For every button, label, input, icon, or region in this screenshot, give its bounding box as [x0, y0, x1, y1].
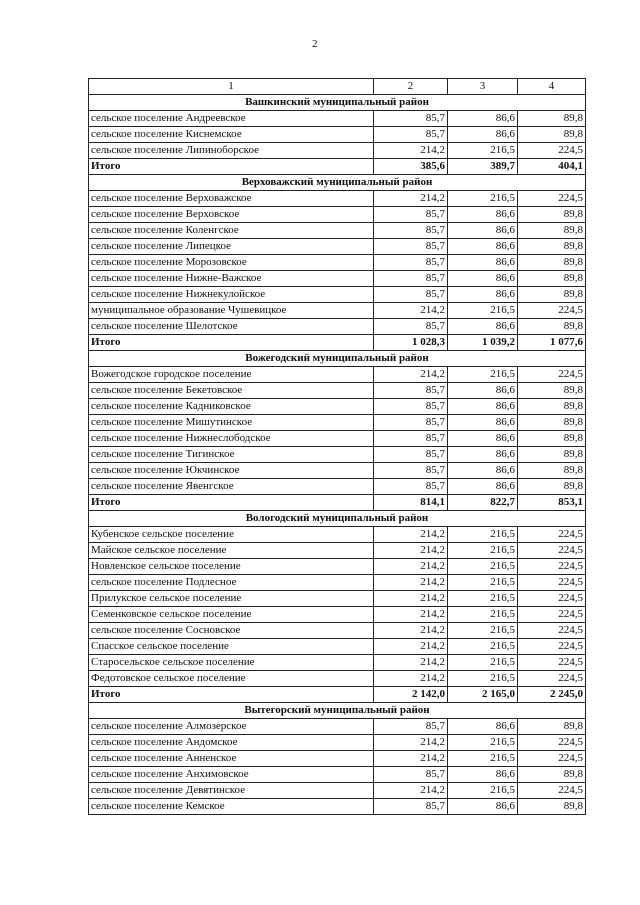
column-number-row [89, 79, 586, 95]
value-col-3: 86,6 [448, 479, 518, 495]
value-col-2: 85,7 [374, 207, 448, 223]
value-col-2: 85,7 [374, 255, 448, 271]
table-row [89, 367, 586, 383]
district-header-row [89, 511, 586, 527]
settlement-name: сельское поселение Коленгское [89, 223, 374, 239]
district-title: Вожегодский муниципальный район [89, 351, 586, 367]
total-row [89, 335, 586, 351]
table-row [89, 767, 586, 783]
value-col-4: 89,8 [518, 287, 586, 303]
total-row [89, 159, 586, 175]
value-col-2: 85,7 [374, 319, 448, 335]
value-col-2: 214,2 [374, 655, 448, 671]
value-col-2: 214,2 [374, 575, 448, 591]
value-col-2: 214,2 [374, 143, 448, 159]
value-col-3: 86,6 [448, 319, 518, 335]
value-col-4: 224,5 [518, 639, 586, 655]
column-header: 1 [89, 79, 374, 95]
total-col-4: 853,1 [518, 495, 586, 511]
value-col-3: 86,6 [448, 223, 518, 239]
settlement-name: Старосельское сельское поселение [89, 655, 374, 671]
table-row [89, 639, 586, 655]
value-col-4: 224,5 [518, 591, 586, 607]
value-col-2: 214,2 [374, 527, 448, 543]
table-row [89, 591, 586, 607]
value-col-2: 85,7 [374, 479, 448, 495]
table-row [89, 655, 586, 671]
value-col-3: 86,6 [448, 799, 518, 815]
value-col-2: 85,7 [374, 767, 448, 783]
value-col-4: 89,8 [518, 255, 586, 271]
table-row [89, 783, 586, 799]
total-col-3: 389,7 [448, 159, 518, 175]
total-label: Итого [89, 495, 374, 511]
settlement-name: сельское поселение Подлесное [89, 575, 374, 591]
value-col-2: 85,7 [374, 463, 448, 479]
settlement-name: сельское поселение Верховское [89, 207, 374, 223]
district-header-row [89, 175, 586, 191]
settlement-name: Семенковское сельское поселение [89, 607, 374, 623]
table-row [89, 575, 586, 591]
value-col-3: 86,6 [448, 207, 518, 223]
district-header-row [89, 351, 586, 367]
district-title: Вашкинский муниципальный район [89, 95, 586, 111]
settlement-name: сельское поселение Морозовское [89, 255, 374, 271]
value-col-3: 86,6 [448, 239, 518, 255]
value-col-3: 86,6 [448, 383, 518, 399]
table-row [89, 415, 586, 431]
district-title: Вытегорский муниципальный район [89, 703, 586, 719]
table-row [89, 559, 586, 575]
value-col-4: 89,8 [518, 111, 586, 127]
table-row [89, 543, 586, 559]
table-row [89, 751, 586, 767]
value-col-4: 89,8 [518, 415, 586, 431]
table-row [89, 431, 586, 447]
value-col-2: 85,7 [374, 415, 448, 431]
value-col-3: 86,6 [448, 111, 518, 127]
table-row [89, 447, 586, 463]
total-row [89, 687, 586, 703]
table-row [89, 271, 586, 287]
value-col-4: 89,8 [518, 127, 586, 143]
table-row [89, 799, 586, 815]
value-col-2: 85,7 [374, 719, 448, 735]
district-header-row [89, 95, 586, 111]
settlement-name: сельское поселение Алмозерское [89, 719, 374, 735]
value-col-3: 216,5 [448, 303, 518, 319]
value-col-2: 85,7 [374, 287, 448, 303]
value-col-4: 89,8 [518, 239, 586, 255]
value-col-4: 224,5 [518, 607, 586, 623]
settlement-name: сельское поселение Тигинское [89, 447, 374, 463]
value-col-4: 89,8 [518, 767, 586, 783]
value-col-3: 86,6 [448, 271, 518, 287]
value-col-4: 224,5 [518, 559, 586, 575]
value-col-2: 214,2 [374, 303, 448, 319]
settlement-name: сельское поселение Сосновское [89, 623, 374, 639]
value-col-3: 86,6 [448, 447, 518, 463]
total-col-2: 814,1 [374, 495, 448, 511]
value-col-4: 89,8 [518, 799, 586, 815]
value-col-2: 214,2 [374, 623, 448, 639]
value-col-3: 216,5 [448, 671, 518, 687]
table-row [89, 623, 586, 639]
settlement-name: Кубенское сельское поселение [89, 527, 374, 543]
settlement-name: сельское поселение Верховажское [89, 191, 374, 207]
total-col-2: 2 142,0 [374, 687, 448, 703]
value-col-4: 89,8 [518, 271, 586, 287]
settlement-name: муниципальное образование Чушевицкое [89, 303, 374, 319]
value-col-2: 85,7 [374, 799, 448, 815]
settlement-name: сельское поселение Анхимовское [89, 767, 374, 783]
value-col-3: 216,5 [448, 527, 518, 543]
value-col-4: 224,5 [518, 191, 586, 207]
table-row [89, 399, 586, 415]
value-col-2: 85,7 [374, 127, 448, 143]
value-col-4: 224,5 [518, 143, 586, 159]
value-col-2: 85,7 [374, 447, 448, 463]
table-row [89, 207, 586, 223]
value-col-3: 86,6 [448, 431, 518, 447]
table-row [89, 239, 586, 255]
value-col-3: 216,5 [448, 143, 518, 159]
page-number: 2 [312, 38, 318, 50]
value-col-3: 216,5 [448, 639, 518, 655]
table-row [89, 383, 586, 399]
value-col-2: 214,2 [374, 671, 448, 687]
table-row [89, 255, 586, 271]
total-col-2: 385,6 [374, 159, 448, 175]
table-row [89, 111, 586, 127]
value-col-2: 214,2 [374, 591, 448, 607]
value-col-4: 224,5 [518, 655, 586, 671]
value-col-3: 216,5 [448, 367, 518, 383]
settlement-name: Прилукское сельское поселение [89, 591, 374, 607]
table-row [89, 127, 586, 143]
total-row [89, 495, 586, 511]
value-col-3: 216,5 [448, 543, 518, 559]
value-col-4: 89,8 [518, 479, 586, 495]
settlement-name: сельское поселение Кадниковское [89, 399, 374, 415]
settlement-name: сельское поселение Нижнеслободское [89, 431, 374, 447]
value-col-2: 214,2 [374, 559, 448, 575]
value-col-2: 85,7 [374, 383, 448, 399]
settlement-name: сельское поселение Мишутинское [89, 415, 374, 431]
settlement-name: сельское поселение Явенгское [89, 479, 374, 495]
settlement-name: Майское сельское поселение [89, 543, 374, 559]
total-label: Итого [89, 687, 374, 703]
value-col-4: 224,5 [518, 623, 586, 639]
settlement-name: сельское поселение Липецкое [89, 239, 374, 255]
value-col-3: 86,6 [448, 463, 518, 479]
value-col-2: 214,2 [374, 607, 448, 623]
settlement-name: Федотовское сельское поселение [89, 671, 374, 687]
district-header-row [89, 703, 586, 719]
value-col-4: 224,5 [518, 735, 586, 751]
table-row [89, 719, 586, 735]
value-col-2: 85,7 [374, 111, 448, 127]
table-row [89, 287, 586, 303]
value-col-4: 224,5 [518, 575, 586, 591]
value-col-2: 214,2 [374, 367, 448, 383]
value-col-4: 89,8 [518, 447, 586, 463]
settlement-name: сельское поселение Нижнекулойское [89, 287, 374, 303]
table-row [89, 303, 586, 319]
value-col-2: 214,2 [374, 735, 448, 751]
value-col-3: 216,5 [448, 559, 518, 575]
value-col-2: 214,2 [374, 543, 448, 559]
settlement-name: сельское поселение Анненское [89, 751, 374, 767]
value-col-4: 89,8 [518, 431, 586, 447]
table-row [89, 527, 586, 543]
value-col-3: 86,6 [448, 127, 518, 143]
total-col-4: 2 245,0 [518, 687, 586, 703]
value-col-4: 89,8 [518, 319, 586, 335]
value-col-2: 85,7 [374, 431, 448, 447]
allocation-table [88, 78, 586, 815]
district-title: Вологодский муниципальный район [89, 511, 586, 527]
value-col-4: 89,8 [518, 223, 586, 239]
value-col-3: 216,5 [448, 623, 518, 639]
value-col-4: 224,5 [518, 671, 586, 687]
value-col-3: 216,5 [448, 751, 518, 767]
settlement-name: сельское поселение Андомское [89, 735, 374, 751]
value-col-3: 216,5 [448, 783, 518, 799]
column-header: 2 [374, 79, 448, 95]
value-col-3: 216,5 [448, 575, 518, 591]
value-col-2: 85,7 [374, 239, 448, 255]
total-col-3: 2 165,0 [448, 687, 518, 703]
value-col-3: 216,5 [448, 191, 518, 207]
total-col-4: 404,1 [518, 159, 586, 175]
value-col-2: 85,7 [374, 399, 448, 415]
table-row [89, 223, 586, 239]
table-row [89, 143, 586, 159]
value-col-3: 86,6 [448, 719, 518, 735]
table-row [89, 191, 586, 207]
value-col-2: 214,2 [374, 751, 448, 767]
value-col-4: 224,5 [518, 303, 586, 319]
table-row [89, 479, 586, 495]
value-col-4: 224,5 [518, 783, 586, 799]
table-row [89, 319, 586, 335]
settlement-name: сельское поселение Киснемское [89, 127, 374, 143]
value-col-3: 86,6 [448, 287, 518, 303]
value-col-3: 86,6 [448, 767, 518, 783]
district-title: Верховажский муниципальный район [89, 175, 586, 191]
value-col-3: 86,6 [448, 415, 518, 431]
settlement-name: сельское поселение Кемское [89, 799, 374, 815]
total-col-3: 822,7 [448, 495, 518, 511]
table-row [89, 735, 586, 751]
table-row [89, 463, 586, 479]
table-row [89, 671, 586, 687]
value-col-4: 89,8 [518, 383, 586, 399]
total-label: Итого [89, 159, 374, 175]
settlement-name: Спасское сельское поселение [89, 639, 374, 655]
settlement-name: сельское поселение Юкчинское [89, 463, 374, 479]
settlement-name: сельское поселение Андреевское [89, 111, 374, 127]
value-col-4: 224,5 [518, 751, 586, 767]
value-col-4: 89,8 [518, 399, 586, 415]
value-col-4: 89,8 [518, 719, 586, 735]
value-col-2: 214,2 [374, 783, 448, 799]
settlement-name: Новленское сельское поселение [89, 559, 374, 575]
settlement-name: сельское поселение Липиноборское [89, 143, 374, 159]
settlement-name: сельское поселение Бекетовское [89, 383, 374, 399]
value-col-3: 86,6 [448, 255, 518, 271]
column-header: 3 [448, 79, 518, 95]
value-col-2: 85,7 [374, 223, 448, 239]
value-col-4: 224,5 [518, 367, 586, 383]
value-col-2: 85,7 [374, 271, 448, 287]
value-col-3: 86,6 [448, 399, 518, 415]
value-col-2: 214,2 [374, 191, 448, 207]
settlement-name: Вожегодское городское поселение [89, 367, 374, 383]
table-row [89, 607, 586, 623]
value-col-4: 89,8 [518, 207, 586, 223]
settlement-name: сельское поселение Шелотское [89, 319, 374, 335]
total-col-3: 1 039,2 [448, 335, 518, 351]
value-col-4: 224,5 [518, 527, 586, 543]
value-col-3: 216,5 [448, 607, 518, 623]
value-col-4: 89,8 [518, 463, 586, 479]
value-col-4: 224,5 [518, 543, 586, 559]
column-header: 4 [518, 79, 586, 95]
value-col-2: 214,2 [374, 639, 448, 655]
table-body [89, 79, 586, 815]
total-label: Итого [89, 335, 374, 351]
value-col-3: 216,5 [448, 591, 518, 607]
total-col-4: 1 077,6 [518, 335, 586, 351]
value-col-3: 216,5 [448, 735, 518, 751]
settlement-name: сельское поселение Нижне-Важское [89, 271, 374, 287]
settlement-name: сельское поселение Девятинское [89, 783, 374, 799]
total-col-2: 1 028,3 [374, 335, 448, 351]
value-col-3: 216,5 [448, 655, 518, 671]
